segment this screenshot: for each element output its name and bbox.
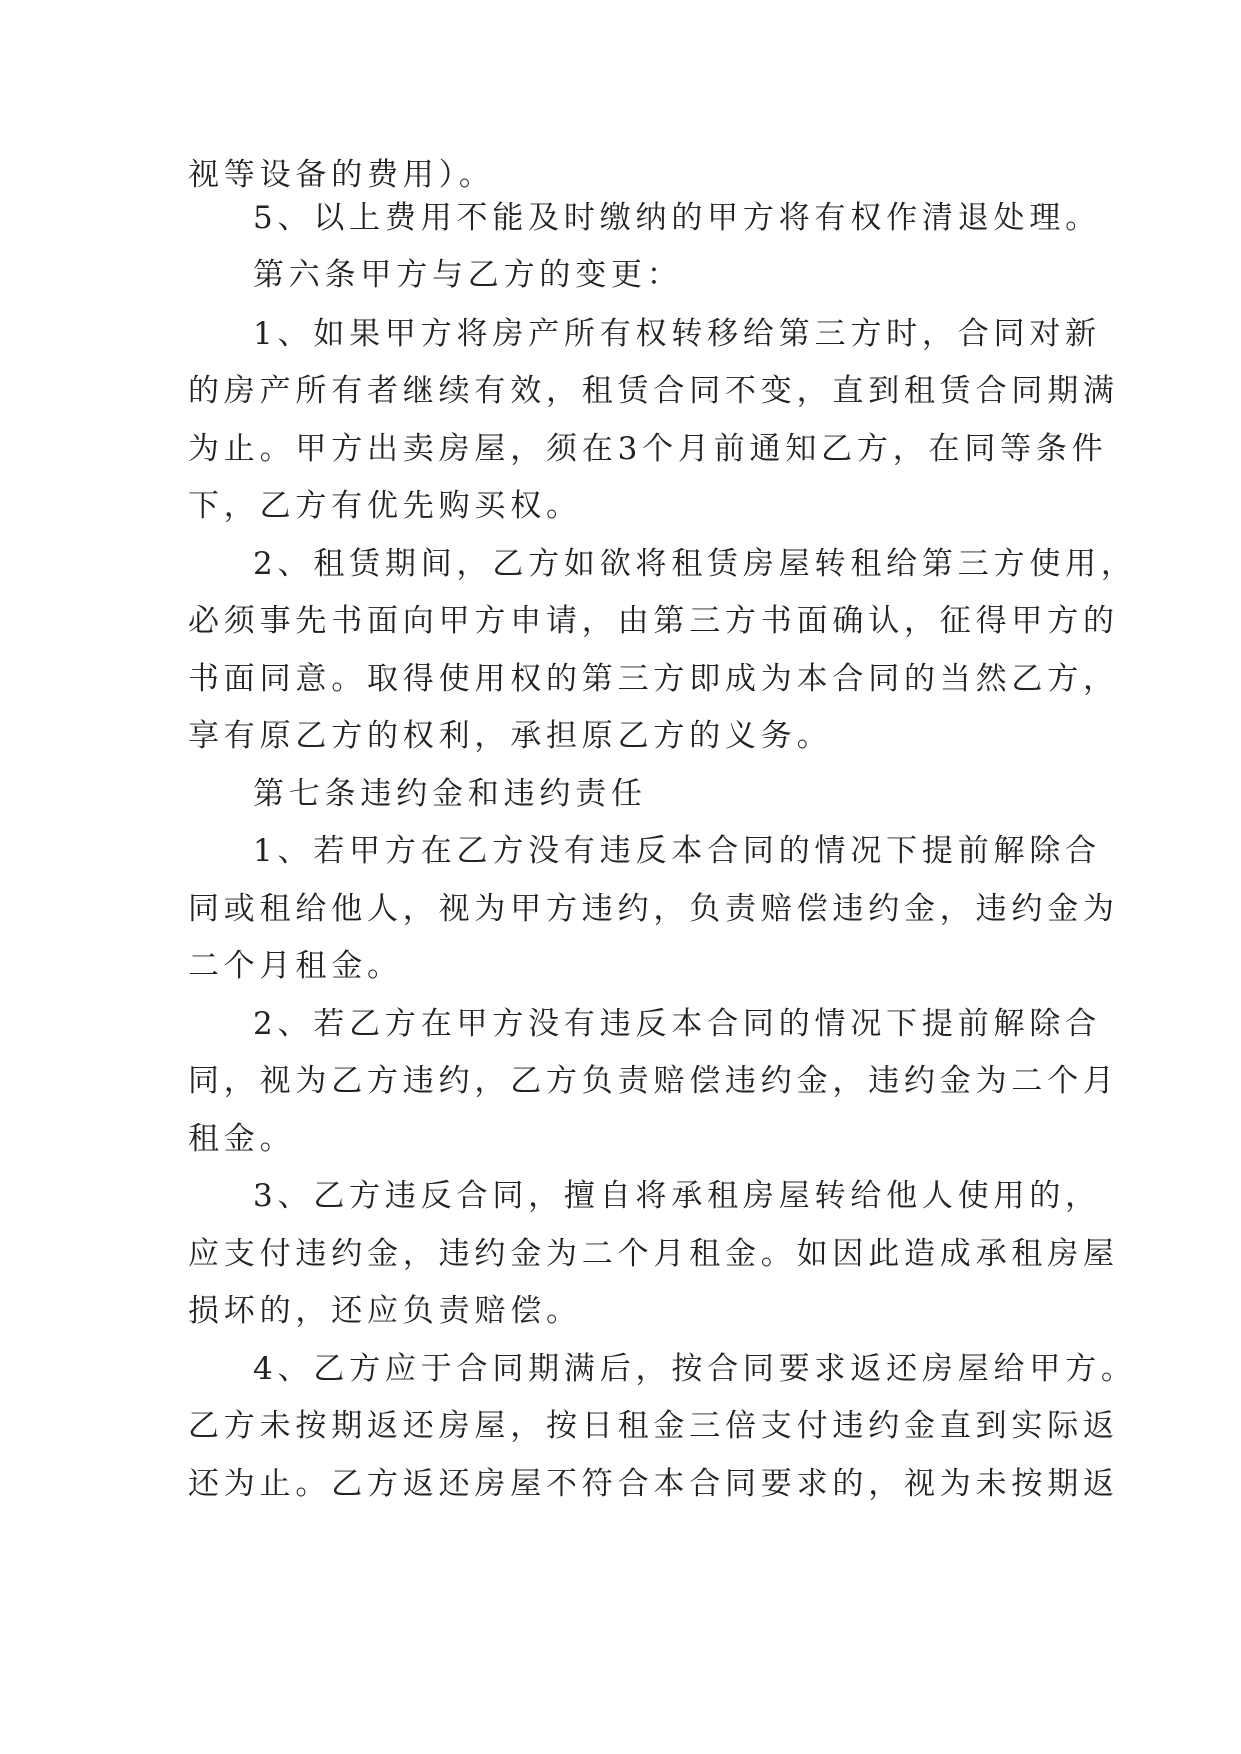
text-line: 损坏的，还应负责赔偿。 bbox=[188, 1293, 582, 1329]
text-line: 二个月租金。 bbox=[188, 948, 403, 984]
text-line: 1、如果甲方将房产所有权转移给第三方时，合同对新 bbox=[253, 316, 1101, 352]
text-line: 书面同意。取得使用权的第三方即成为本合同的当然乙方， bbox=[188, 661, 1119, 697]
section-heading: 第七条违约金和违约责任 bbox=[253, 776, 647, 812]
text-line: 1、若甲方在乙方没有违反本合同的情况下提前解除合 bbox=[253, 833, 1101, 869]
text-line: 2、租赁期间，乙方如欲将租赁房屋转租给第三方使用， bbox=[253, 546, 1137, 582]
text-line: 还为止。乙方返还房屋不符合本合同要求的，视为未按期返 bbox=[188, 1466, 1119, 1502]
text-line: 租金。 bbox=[188, 1121, 296, 1157]
text-line: 2、若乙方在甲方没有违反本合同的情况下提前解除合 bbox=[253, 1006, 1101, 1042]
text-line: 同或租给他人，视为甲方违约，负责赔偿违约金，违约金为 bbox=[188, 891, 1119, 927]
text-line: 应支付违约金，违约金为二个月租金。如因此造成承租房屋 bbox=[188, 1236, 1119, 1272]
text-line: 同，视为乙方违约，乙方负责赔偿违约金，违约金为二个月 bbox=[188, 1063, 1119, 1099]
text-line: 享有原乙方的权利，承担原乙方的义务。 bbox=[188, 718, 833, 754]
text-line: 必须事先书面向甲方申请，由第三方书面确认，征得甲方的 bbox=[188, 603, 1119, 639]
text-line: 5、以上费用不能及时缴纳的甲方将有权作清退处理。 bbox=[253, 200, 1101, 236]
text-line: 为止。甲方出卖房屋，须在3个月前通知乙方，在同等条件 bbox=[188, 431, 1108, 467]
text-line: 3、乙方违反合同，擅自将承租房屋转给他人使用的， bbox=[253, 1178, 1101, 1214]
text-line: 视等设备的费用）。 bbox=[188, 157, 495, 193]
text-line: 下，乙方有优先购买权。 bbox=[188, 488, 582, 524]
text-line: 的房产所有者继续有效，租赁合同不变，直到租赁合同期满 bbox=[188, 373, 1119, 409]
text-line: 乙方未按期返还房屋，按日租金三倍支付违约金直到实际返 bbox=[188, 1408, 1119, 1444]
text-line: 4、乙方应于合同期满后，按合同要求返还房屋给甲方。 bbox=[253, 1351, 1137, 1387]
section-heading: 第六条甲方与乙方的变更： bbox=[253, 257, 683, 293]
